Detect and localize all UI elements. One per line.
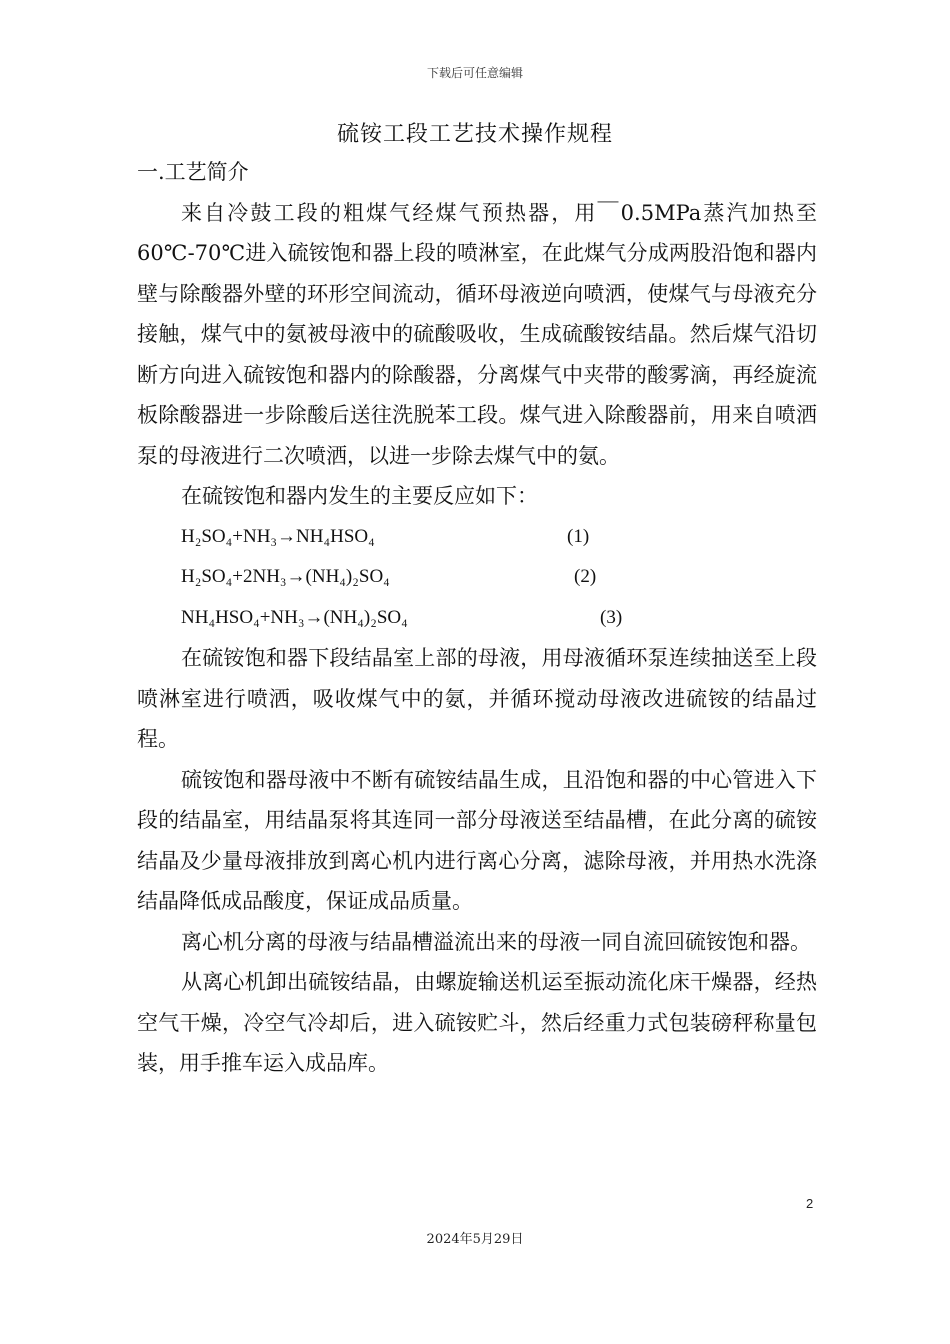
equation-formula: H₂SO₄+NH₃→NH₄HSO₄ [181,525,375,547]
document-title: 硫铵工段工艺技术操作规程 [336,122,613,147]
equation-number: (3) [600,606,623,628]
equation-formula: H₂SO₄+2NH₃→(NH₄)₂SO₄ [181,566,390,587]
equation-number: (2) [574,566,597,587]
paragraph: 从离心机卸出硫铵结晶，由螺旋输送机运至振动流化床干燥器，经热空气干燥，冷空气冷却后，进入硫铵贮斗，然后经重力式包装磅秤称量包装，用手推车运入成品库。 [137,970,817,1075]
paragraph: 离心机分离的母液与结晶槽溢流出来的母液一同自流回硫铵饱和器。 [181,929,811,954]
page-header: 下载后可任意编辑 [426,66,523,80]
equation-row [137,598,817,639]
paragraph: 来自冷鼓工段的粗煤气经煤气预热器，用￣0.5MPa蒸汽加热至60℃-70℃进入硫铵饱和器上段的喷淋室，在此煤气分成两股沿饱和器内壁与除酸器外壁的环形空间流动，循环母液逆向喷洒，使煤气与母液充分接触，煤气中的氨被母液中的硫酸吸收，生成硫酸铵结晶。然后煤气沿切断方向进入硫铵饱和器内的除酸器，分离煤气中夹带的酸雾滴，再经旋流板除酸器进一步除酸后送往洗脱苯工段。煤气进入除酸器前，用来自喷洒泵的母液进行二次喷洒，以进一步除去煤气中的氨。 [137,200,817,468]
paragraph: 硫铵饱和器母液中不断有硫铵结晶生成，且沿饱和器的中心管进入下段的结晶室，用结晶泵将其连同一部分母液送至结晶槽，在此分离的硫铵结晶及少量母液排放到离心机内进行离心分离，滤除母液，并用热水洗涤结晶降低成品酸度，保证成品质量。 [137,767,817,913]
section-heading: 一.工艺简介 [137,160,249,184]
paragraph: 在硫铵饱和器下段结晶室上部的母液，用母液循环泵连续抽送至上段喷淋室进行喷洒，吸收煤气中的氨，并循环搅动母液改进硫铵的结晶过程。 [137,646,817,751]
paragraph: 在硫铵饱和器内发生的主要反应如下： [181,484,538,508]
document-body [137,152,817,1084]
equation-number: (1) [567,525,590,547]
equation-row [137,557,817,598]
equation-row [137,517,817,558]
page-footer-date: 2024年5月29日 [426,1232,524,1247]
equation-formula: NH₄HSO₄+NH₃→(NH₄)₂SO₄ [181,606,408,628]
page-number: 2 [806,1196,814,1211]
